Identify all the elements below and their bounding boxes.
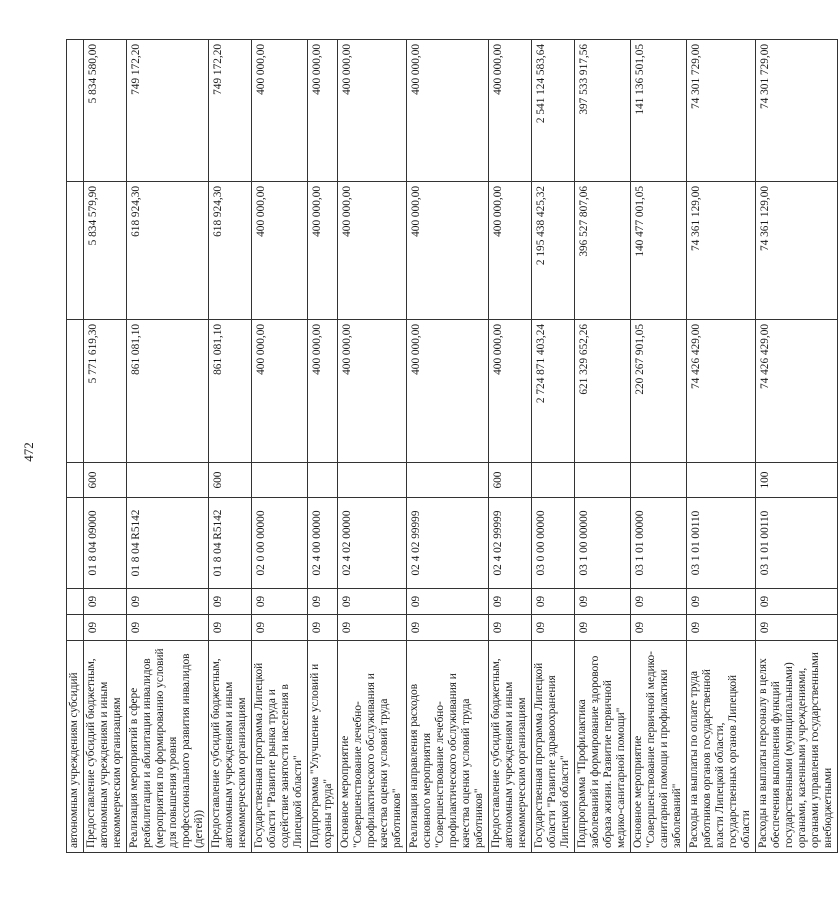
expense-type-cell	[252, 463, 308, 498]
ministry-code-cell: 09	[407, 615, 489, 641]
table-row	[575, 40, 631, 853]
amount-cell: 400 000,00	[407, 182, 489, 320]
target-article-cell: 02 4 02 00000	[338, 498, 407, 589]
amount-cell: 400 000,00	[252, 182, 308, 320]
amount-cell: 74 301 729,00	[756, 40, 838, 182]
amount-cell: 749 172,20	[209, 40, 252, 182]
amount-cell: 400 000,00	[308, 40, 338, 182]
amount-cell: 74 426 429,00	[756, 320, 838, 463]
section-code-cell: 09	[407, 589, 489, 615]
target-article-cell: 02 4 02 99999	[407, 498, 489, 589]
ministry-code-cell: 09	[687, 615, 756, 641]
expense-type-cell	[631, 463, 687, 498]
row-name-cell: Реализация мероприятий в сфере реабилитации и абилитации инвалидов (мероприятия по формированию условий для повышения уровня профессионального развития инвалидов (детей))	[127, 641, 209, 853]
amount-cell: 5 771 619,30	[84, 320, 127, 463]
expense-type-cell: 100	[756, 463, 838, 498]
section-code-cell: 09	[489, 589, 532, 615]
amount-cell: 141 136 501,05	[631, 40, 687, 182]
target-article-cell	[67, 498, 84, 589]
section-code-cell	[67, 589, 84, 615]
row-name-cell: Основное мероприятие "Совершенствование первичной медико-санитарной помощи и профилактики заболеваний"	[631, 641, 687, 853]
budget-table	[66, 39, 838, 853]
expense-type-cell	[407, 463, 489, 498]
row-name-cell: Предоставление субсидий бюджетным, автономным учреждениям и иным некоммерческим организациям	[489, 641, 532, 853]
ministry-code-cell: 09	[338, 615, 407, 641]
section-code-cell: 09	[308, 589, 338, 615]
ministry-code-cell: 09	[489, 615, 532, 641]
amount-cell: 220 267 901,05	[631, 320, 687, 463]
amount-cell: 396 527 807,06	[575, 182, 631, 320]
amount-cell: 400 000,00	[338, 320, 407, 463]
target-article-cell: 02 4 00 00000	[308, 498, 338, 589]
target-article-cell: 01 8 04 09000	[84, 498, 127, 589]
table-row	[687, 40, 756, 853]
expense-type-cell: 600	[84, 463, 127, 498]
target-article-cell: 03 1 01 00110	[756, 498, 838, 589]
table-row	[308, 40, 338, 853]
section-code-cell: 09	[532, 589, 575, 615]
amount-cell: 5 834 580,00	[84, 40, 127, 182]
ministry-code-cell: 09	[532, 615, 575, 641]
amount-cell: 749 172,20	[127, 40, 209, 182]
expense-type-cell	[127, 463, 209, 498]
expense-type-cell	[575, 463, 631, 498]
expense-type-cell	[532, 463, 575, 498]
ministry-code-cell: 09	[631, 615, 687, 641]
row-name-cell: Государственная программа Липецкой области "Развитие рынка труда и содействие занятости населения в Липецкой области"	[252, 641, 308, 853]
row-name-cell: Расходы на выплаты по оплате труда работников органов государственной власти Липецкой области, государственных органов Липецкой области	[687, 641, 756, 853]
amount-cell: 618 924,30	[209, 182, 252, 320]
amount-cell: 618 924,30	[127, 182, 209, 320]
row-name-cell: Реализация направления расходов основного мероприятия "Совершенствование лечебно-профилактического обслуживания и качества оценки условий труда работников"	[407, 641, 489, 853]
rotated-table-wrapper	[66, 40, 834, 853]
expense-type-cell: 600	[489, 463, 532, 498]
target-article-cell: 03 0 00 00000	[532, 498, 575, 589]
amount-cell: 400 000,00	[252, 320, 308, 463]
amount-cell: 2 541 124 583,64	[532, 40, 575, 182]
section-code-cell: 09	[252, 589, 308, 615]
target-article-cell: 03 1 01 00110	[687, 498, 756, 589]
ministry-code-cell: 09	[756, 615, 838, 641]
amount-cell: 400 000,00	[407, 40, 489, 182]
amount-cell: 140 477 001,05	[631, 182, 687, 320]
amount-cell	[67, 182, 84, 320]
section-code-cell: 09	[756, 589, 838, 615]
target-article-cell: 02 0 00 00000	[252, 498, 308, 589]
amount-cell: 400 000,00	[338, 40, 407, 182]
table-row	[127, 40, 209, 853]
ministry-code-cell	[67, 615, 84, 641]
section-code-cell: 09	[209, 589, 252, 615]
table-row	[209, 40, 252, 853]
amount-cell	[67, 40, 84, 182]
table-row	[338, 40, 407, 853]
expense-type-cell	[67, 463, 84, 498]
amount-cell: 2 195 438 425,32	[532, 182, 575, 320]
section-code-cell: 09	[687, 589, 756, 615]
row-name-cell: Предоставление субсидий бюджетным, автономным учреждениям и иным некоммерческим организациям	[209, 641, 252, 853]
section-code-cell: 09	[631, 589, 687, 615]
table-row	[67, 40, 84, 853]
target-article-cell: 03 1 01 00000	[631, 498, 687, 589]
amount-cell: 74 301 729,00	[687, 40, 756, 182]
table-row	[489, 40, 532, 853]
ministry-code-cell: 09	[252, 615, 308, 641]
target-article-cell: 01 8 04 R5142	[127, 498, 209, 589]
amount-cell: 400 000,00	[308, 182, 338, 320]
amount-cell: 74 426 429,00	[687, 320, 756, 463]
table-row	[532, 40, 575, 853]
amount-cell: 400 000,00	[308, 320, 338, 463]
section-code-cell: 09	[127, 589, 209, 615]
amount-cell: 861 081,10	[209, 320, 252, 463]
row-name-cell: Основное мероприятие "Совершенствование лечебно-профилактического обслуживания и качества оценки условий труда работников"	[338, 641, 407, 853]
expense-type-cell	[308, 463, 338, 498]
amount-cell: 74 361 129,00	[687, 182, 756, 320]
ministry-code-cell: 09	[209, 615, 252, 641]
expense-type-cell: 600	[209, 463, 252, 498]
table-row	[84, 40, 127, 853]
row-name-cell: Расходы на выплаты персоналу в целях обеспечения выполнения функций государственными (муниципальными) органами, казенными учреждениями, органами управления государственными внебюджетными	[756, 641, 838, 853]
table-body	[67, 40, 838, 853]
amount-cell: 397 533 917,56	[575, 40, 631, 182]
table-row	[756, 40, 838, 853]
amount-cell: 621 329 652,26	[575, 320, 631, 463]
row-name-cell: автономным учреждениям субсидий	[67, 641, 84, 853]
amount-cell	[67, 320, 84, 463]
amount-cell: 400 000,00	[338, 182, 407, 320]
ministry-code-cell: 09	[308, 615, 338, 641]
expense-type-cell	[338, 463, 407, 498]
amount-cell: 400 000,00	[489, 320, 532, 463]
row-name-cell: Предоставление субсидий бюджетным, автономным учреждениям и иным некоммерческим организациям	[84, 641, 127, 853]
amount-cell: 2 724 871 403,24	[532, 320, 575, 463]
ministry-code-cell: 09	[575, 615, 631, 641]
ministry-code-cell: 09	[84, 615, 127, 641]
amount-cell: 861 081,10	[127, 320, 209, 463]
target-article-cell: 03 1 00 00000	[575, 498, 631, 589]
amount-cell: 400 000,00	[407, 320, 489, 463]
section-code-cell: 09	[338, 589, 407, 615]
table-row	[407, 40, 489, 853]
ministry-code-cell: 09	[127, 615, 209, 641]
table-row	[252, 40, 308, 853]
row-name-cell: Подпрограмма "Улучшение условий и охраны труда"	[308, 641, 338, 853]
amount-cell: 5 834 579,90	[84, 182, 127, 320]
page-number: 472	[21, 442, 36, 462]
amount-cell: 400 000,00	[489, 182, 532, 320]
amount-cell: 400 000,00	[489, 40, 532, 182]
expense-type-cell	[687, 463, 756, 498]
row-name-cell: Подпрограмма "Профилактика заболеваний и формирование здорового образа жизни. Развитие первичной медико-санитарной помощи"	[575, 641, 631, 853]
amount-cell: 74 361 129,00	[756, 182, 838, 320]
target-article-cell: 01 8 04 R5142	[209, 498, 252, 589]
section-code-cell: 09	[575, 589, 631, 615]
section-code-cell: 09	[84, 589, 127, 615]
row-name-cell: Государственная программа Липецкой области "Развитие здравоохранения Липецкой области"	[532, 641, 575, 853]
amount-cell: 400 000,00	[252, 40, 308, 182]
target-article-cell: 02 4 02 99999	[489, 498, 532, 589]
table-row	[631, 40, 687, 853]
